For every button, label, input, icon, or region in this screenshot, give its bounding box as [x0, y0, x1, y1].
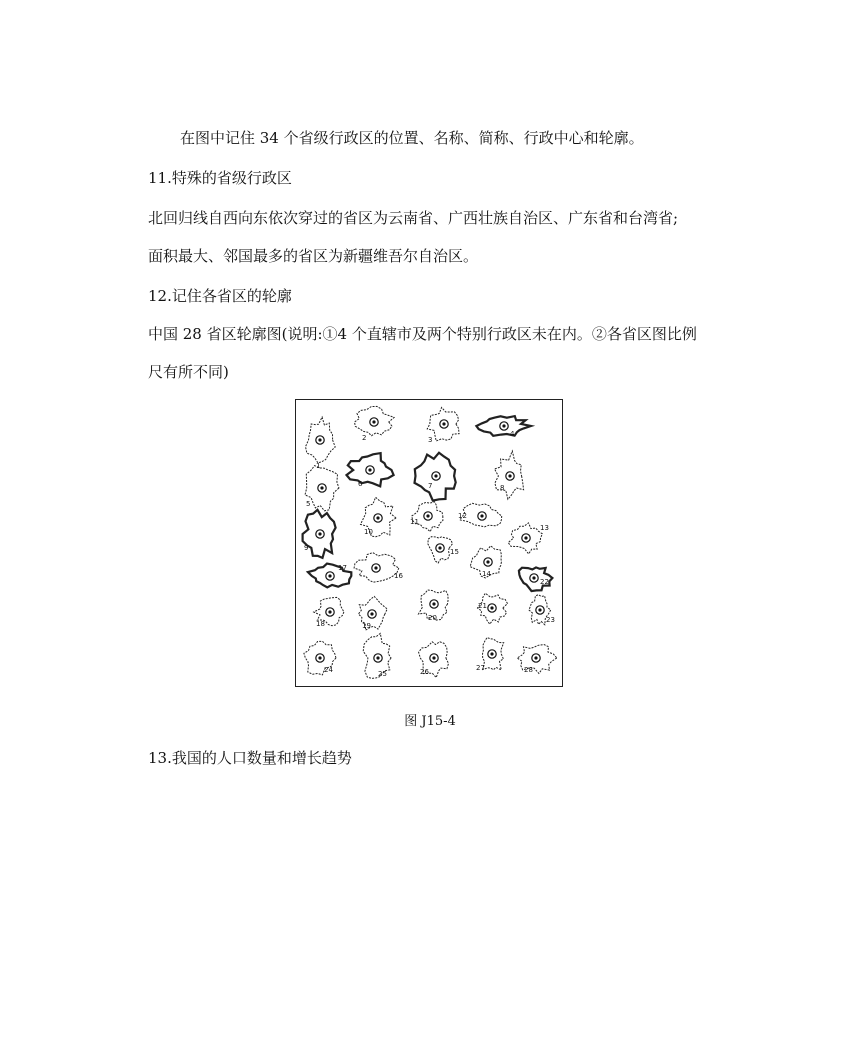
capital-dot-14 [486, 560, 489, 563]
province-number-13: 13 [540, 524, 549, 532]
capital-dot-27 [490, 652, 493, 655]
capital-dot-8 [508, 474, 511, 477]
province-number-17: 17 [338, 564, 347, 572]
capital-dot-22 [532, 576, 535, 579]
capital-dot-3 [442, 422, 445, 425]
capital-dot-26 [432, 656, 435, 659]
heading-13: 13.我国的人口数量和增长趋势 [148, 749, 352, 767]
province-number-28: 28 [524, 666, 533, 674]
xinjiang-paragraph: 面积最大、邻国最多的省区为新疆维吾尔自治区。 [148, 247, 479, 265]
province-number-19: 19 [362, 622, 371, 630]
province-number-9: 9 [304, 544, 309, 552]
province-number-12: 12 [458, 512, 467, 520]
province-number-5: 5 [306, 500, 311, 508]
capital-dot-2 [372, 420, 375, 423]
heading-11: 11.特殊的省级行政区 [148, 169, 292, 187]
province-number-6: 6 [358, 480, 363, 488]
tropic-paragraph: 北回归线自西向东依次穿过的省区为云南省、广西壮族自治区、广东省和台湾省; [148, 209, 679, 227]
capital-dot-19 [370, 612, 373, 615]
intro-paragraph: 在图中记住 34 个省级行政区的位置、名称、简称、行政中心和轮廓。 [180, 129, 644, 147]
capital-dot-10 [376, 516, 379, 519]
heading-12: 12.记住各省区的轮廓 [148, 287, 292, 305]
outline-intro-paragraph: 中国 28 省区轮廓图(说明:①4 个直辖市及两个特别行政区未在内。②各省区图比例 [148, 325, 697, 343]
figure-caption: 图 J15-4 [404, 714, 456, 729]
province-number-23: 23 [546, 616, 555, 624]
capital-dot-15 [438, 546, 441, 549]
province-number-4: 4 [510, 430, 515, 438]
province-number-2: 2 [362, 434, 367, 442]
capital-dot-18 [328, 610, 331, 613]
outline-intro-continuation: 尺有所不同) [148, 363, 229, 381]
province-number-15: 15 [450, 548, 459, 556]
province-number-10: 10 [364, 528, 373, 536]
province-number-24: 24 [324, 666, 333, 674]
province-number-22: 22 [540, 578, 549, 586]
province-number-8: 8 [500, 484, 505, 492]
capital-dot-13 [524, 536, 527, 539]
province-number-26: 26 [420, 668, 429, 676]
province-number-7: 7 [428, 482, 433, 490]
province-outline-figure [295, 399, 563, 687]
province-number-21: 21 [478, 602, 487, 610]
province-outline-15 [428, 537, 453, 563]
province-number-25: 25 [378, 670, 387, 678]
capital-dot-11 [426, 514, 429, 517]
province-number-11: 11 [410, 518, 419, 526]
capital-dot-20 [432, 602, 435, 605]
capital-dot-25 [376, 656, 379, 659]
province-number-16: 16 [394, 572, 403, 580]
capital-dot-28 [534, 656, 537, 659]
province-number-27: 27 [476, 664, 485, 672]
capital-dot-6 [368, 468, 371, 471]
capital-dot-21 [490, 606, 493, 609]
province-number-14: 14 [482, 570, 491, 578]
capital-dot-4 [502, 424, 505, 427]
province-number-18: 18 [316, 620, 325, 628]
capital-dot-5 [320, 486, 323, 489]
capital-dot-24 [318, 656, 321, 659]
province-outline-map [296, 400, 561, 685]
capital-dot-12 [480, 514, 483, 517]
capital-dot-17 [328, 574, 331, 577]
capital-dot-7 [434, 474, 437, 477]
province-number-1: 1 [316, 462, 321, 470]
capital-dot-1 [318, 438, 321, 441]
province-number-3: 3 [428, 436, 433, 444]
capital-dot-16 [374, 566, 377, 569]
capital-dot-23 [538, 608, 541, 611]
province-number-20: 20 [428, 614, 437, 622]
capital-dot-9 [318, 532, 321, 535]
